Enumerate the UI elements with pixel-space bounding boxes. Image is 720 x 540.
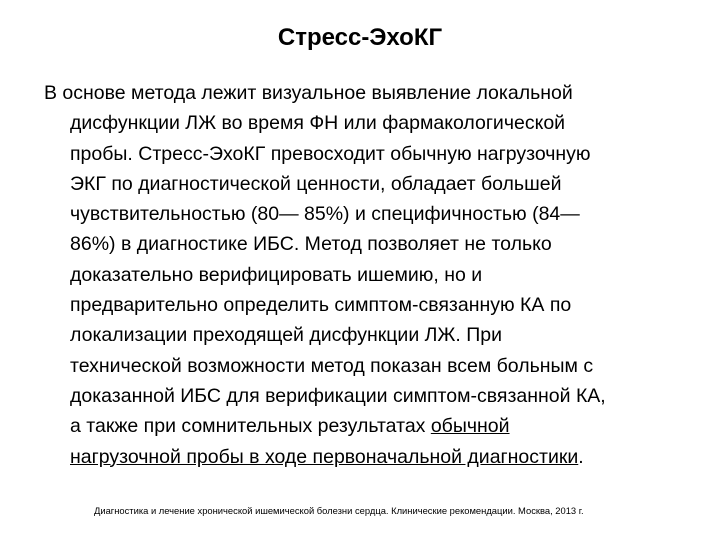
paragraph-line: пробы. Стресс-ЭхоКГ превосходит обычную нагрузочную bbox=[70, 142, 591, 165]
paragraph-line: чувствительностью (80— 85%) и специфичностью (84— bbox=[70, 203, 580, 226]
paragraph-line: дисфункции ЛЖ во время ФН или фармакологической bbox=[70, 112, 566, 135]
paragraph-line: 86%) в диагностике ИБС. Метод позволяет не только bbox=[70, 233, 552, 256]
paragraph-line: доказанной ИБС для верификации симптом-связанной КА, bbox=[70, 384, 606, 407]
underlined-text: обычной bbox=[430, 415, 510, 438]
paragraph-line: ЭКГ по диагностической ценности, обладает большей bbox=[70, 172, 562, 195]
line-text: а также при сомнительных результатах bbox=[70, 415, 431, 438]
paragraph-line bbox=[44, 411, 684, 441]
body-paragraph bbox=[44, 78, 684, 472]
paragraph-line: технической возможности метод показан всем больным с bbox=[70, 354, 594, 377]
slide-title: Стресс-ЭхоКГ bbox=[277, 24, 443, 51]
underlined-text: нагрузочной пробы в ходе первоначальной диагностики bbox=[70, 445, 579, 468]
paragraph-line bbox=[44, 442, 684, 472]
line-text: . bbox=[578, 445, 584, 468]
footnote-citation: Диагностика и лечение хронической ишемической болезни сердца. Клинические рекомендации. Москва, 2013 г. bbox=[94, 505, 584, 516]
paragraph-line: В основе метода лежит визуальное выявление локальной bbox=[44, 82, 573, 104]
paragraph-line: локализации преходящей дисфункции ЛЖ. При bbox=[70, 324, 503, 347]
paragraph-line: доказательно верифицировать ишемию, но и bbox=[70, 263, 483, 286]
paragraph-line: предварительно определить симптом-связанную КА по bbox=[70, 294, 572, 317]
